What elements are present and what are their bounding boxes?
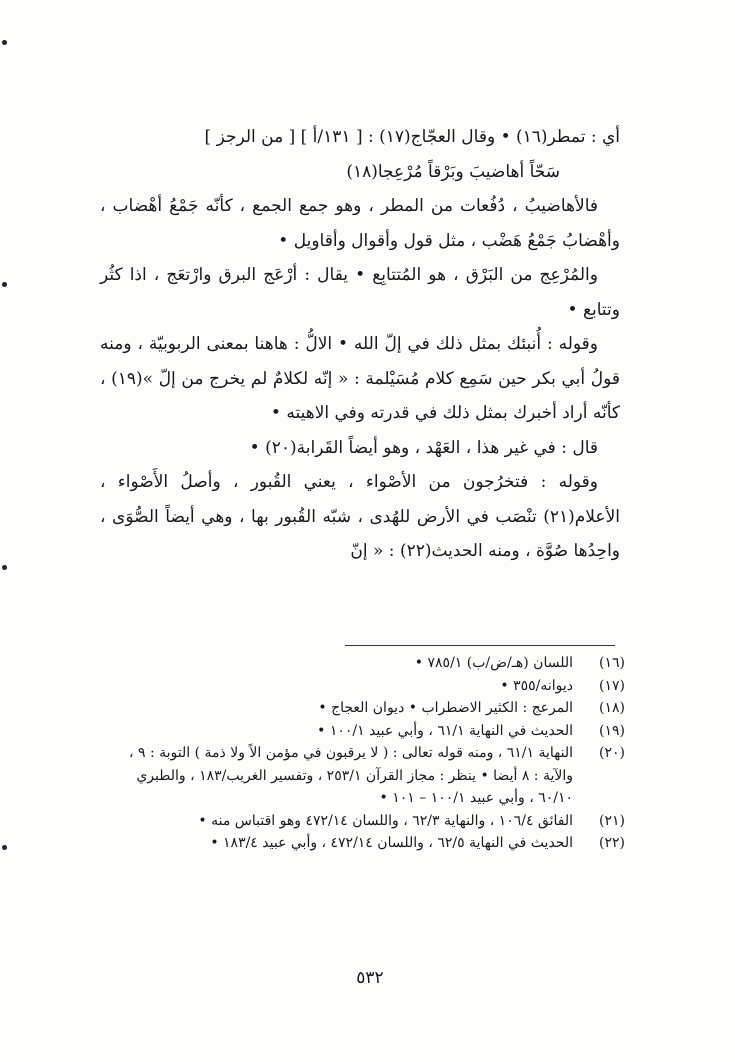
footnote-number: (٢٠): [599, 745, 625, 761]
footnote-number: (١٨): [599, 700, 625, 716]
margin-dot: [2, 565, 7, 570]
footnote-divider: [345, 645, 615, 646]
page-number: ٥٣٢: [356, 968, 384, 988]
footnote-number: (١٩): [599, 722, 625, 739]
footnote: [100, 675, 625, 698]
footnote-text: النهاية ٦١/١ ، ومنه قوله تعالى : ( لا يرقبون في مؤمن الاً ولا ذمة ) التوبة : ٩ ، والآية : ٨ أيضا • ينظر : مجاز القرآن ٢٥٣/١ ، وتفسير الغريب/١٨٣ ، والطبري ٦٠/١٠ ، وأبي عبيد ١٠٠/١ – ١٠١ •: [129, 745, 573, 806]
verse-line: سَحّاً أهاضيبَ وبَرْقاً مُرْعِجا(١٨): [346, 161, 560, 182]
footnote-text: الفائق ١٠٦/٤ ، والنهاية ٦٢/٣ ، واللسان ٤٧٢/١٤ وهو اقتباس منه •: [198, 812, 573, 829]
footnote-text: اللسان (هـ/ض/ب) ٧٨٥/١ •: [414, 655, 573, 671]
footnote-text: ديوانه/٣٥٥ •: [500, 677, 573, 694]
footnote-text: الحديث في النهاية ٦١/١ ، وأبي عبيد ١٠٠/١ •: [317, 722, 573, 739]
footnote: [100, 810, 625, 833]
footnote: [100, 652, 625, 675]
footnote-number: (٢٢): [599, 835, 625, 851]
margin-dot: [2, 40, 7, 45]
footnote: [100, 742, 625, 810]
paragraph: قال : في غير هذا ، العَهْد ، وهو أيضاً القَرابة(٢٠) •: [249, 437, 598, 458]
footnote: [100, 832, 625, 855]
footnote: [100, 720, 625, 743]
footnotes: [100, 652, 625, 855]
footnote-number: (١٧): [599, 677, 625, 694]
paragraph: وقوله : أُنبئك بمثل ذلك في إلّ الله • الالُّ : هاهنا بمعنى الربوبيّة ، ومنه قولُ أبي بكر حين سَمِع كلام مُسَيْلمة : « إنّه لكلامٌ لم يخرج من إلّ »(١٩) ، كأنّه أراد أخبرك بمثل ذلك في قدرته وفي الاهيته •: [100, 334, 621, 423]
footnote-number: (٢١): [599, 812, 625, 829]
footnote-number: (١٦): [599, 655, 625, 671]
main-text: [100, 120, 620, 569]
footnote: [100, 697, 625, 720]
margin-dot: [2, 282, 7, 287]
paragraph: والمُرْعِج من البَرْق ، هو المُتتابِع • يقال : أرْعَج البرق وارْتعَج ، اذا كثُر وتتابع •: [100, 265, 620, 320]
paragraph: وقوله : فتخرُجون من الأصْواء ، يعني القُبور ، وأصلُ الأَصْواء ، الأعلام(٢١) تنْصَب في الأرض للهُدى ، شبّه القُبور بها ، وهي أيضاً الصُّوَى ، واحِدُها صُوَّة ، ومنه الحديث(٢٢) : « إنّ: [100, 472, 620, 561]
margin-dot: [2, 845, 7, 850]
footnote-text: المرعج : الكثير الاضطراب • ديوان العجاج •: [318, 700, 573, 716]
paragraph: فالأهاضيبُ ، دُفُعات من المطر ، وهو جمع الجمع ، كأنّه جَمْعُ أهْضاب ، وأهْضابُ جَمْعُ هَضْب ، مثل قول وأقوال وأقاويل •: [100, 196, 620, 251]
text-line: أي : تمطر(١٦) • وقال العجّاج(١٧) : [ ١٣١/أ ] [ من الرجز ]: [204, 127, 620, 147]
footnote-text: الحديث في النهاية ٦٢/٥ ، واللسان ٤٧٢/١٤ ، وأبي عبيد ١٨٣/٤ •: [210, 835, 573, 851]
